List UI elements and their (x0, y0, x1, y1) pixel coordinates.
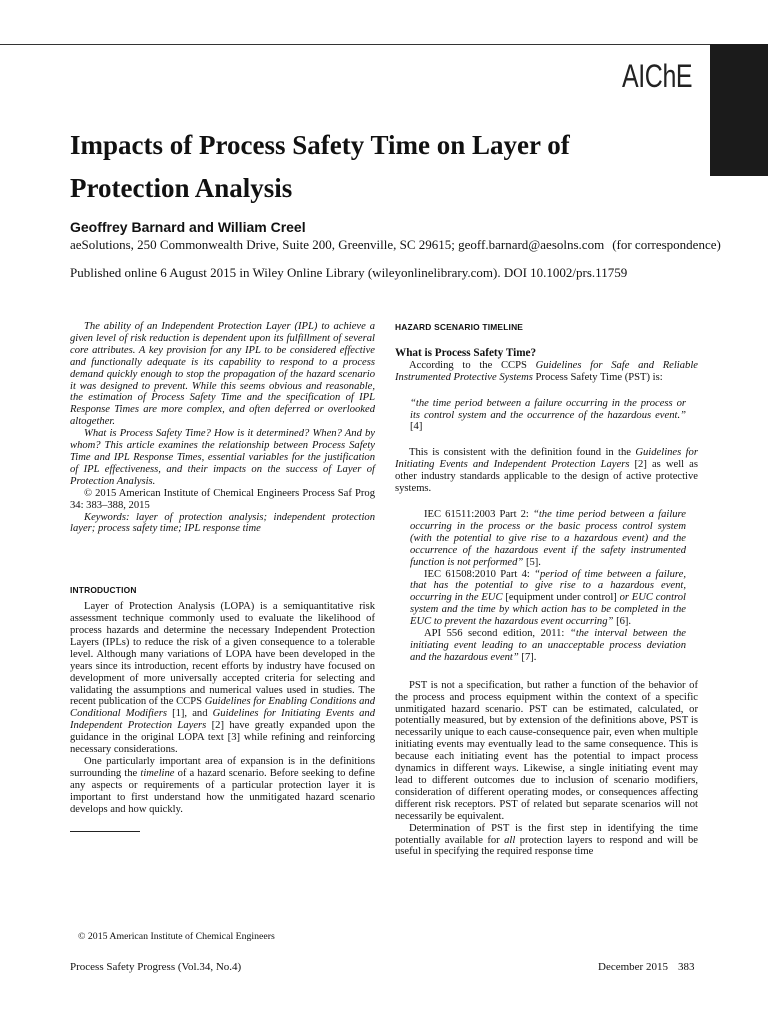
copyright-footnote: © 2015 American Institute of Chemical Engineers (78, 931, 275, 942)
article-title: Impacts of Process Safety Time on Layer of Protection Analysis (70, 130, 570, 203)
subheading-process-safety-time: What is Process Safety Time? (395, 346, 537, 359)
header-rule (0, 44, 710, 45)
hazard-paragraph-3: PST is not a specification, but rather a function of the behavior of the process and process equipment within the context of a specific unmitigated hazard scenario. PST can be estimated, calculated, or potentially measured, but by extension of the definitions above, PST is necessarily unique to each cause-consequence pair, even when multiple initiating events may eventually lead to the same consequence. This is because each initiating event has the potential to impact process dynamics in different ways. Likewise, a single initiating event may lead to different outcomes due to inclusion of scenario modifiers, consideration of different operating modes, or consequences affecting different risk receptors. PST of related but separate scenarios will not necessarily be equivalent. (395, 679, 698, 822)
hazard-paragraph-4: Determination of PST is the first step in identifying the time potentially available for all protection layers to respond and will be useful in specifying the required response time (395, 822, 698, 858)
abstract-paragraph-2: What is Process Safety Time? How is it determined? When? And by whom? This article examines the relationship between Process Safety Time and IPL Response Times, essential variables for the justification of IPL effectiveness, and their impacts on the success of Layer of Protection Analysis. (70, 428, 375, 487)
publication-info: Published online 6 August 2015 in Wiley Online Library (wileyonlinelibrary.com). DOI 10.1002/prs.11759 (70, 265, 628, 280)
page-number: 383 (677, 961, 695, 973)
section-heading-introduction: INTRODUCTION (70, 585, 137, 596)
api-556-definition: API 556 second edition, 2011: “the interval between the initiating event leading to an unacceptable process deviation and the hazardous event” [7]. (410, 628, 686, 663)
section-tab (710, 44, 768, 176)
section-heading-hazard-timeline: HAZARD SCENARIO TIMELINE (395, 322, 524, 332)
article-authors: Geoffrey Barnard and William Creel (70, 219, 306, 235)
intro-paragraph-1: Layer of Protection Analysis (LOPA) is a semiquantitative risk assessment technique commonly used to evaluate the likelihood of process hazards and determine the necessary Independent Protection Layers (IPLs) to reduce the risk of a given consequence to a tolerable level. Although many variations of LOPA have been developed in the years since its introduction, recent efforts by industry have focused on development of more universally accepted criteria for selecting and validating the assumptions and numerical values used in studies. The recent publication of the CCPS Guidelines for Enabling Conditions and Conditional Modifiers [1], and Guidelines for Initiating Events and Independent Protection Layers [2] have greatly expanded upon the guidance in the original LOPA text [3] while refining and reinforcing necessary considerations. (70, 601, 376, 756)
abstract-keywords: Keywords: layer of protection analysis; independent protection layer; process safety time; IPL response time (70, 511, 375, 535)
pst-definition-quote: “the time period between a failure occurring in the process or its control system and the occurrence of the hazardous event.” [4] (410, 397, 686, 433)
aiche-logo: AIChE (622, 58, 693, 94)
right-column (395, 322, 698, 858)
footnote-rule (70, 831, 140, 832)
correspondence-note: (for correspondence) (612, 237, 721, 252)
intro-paragraph-2: One particularly important area of expansion is in the definitions surrounding the timeline of a hazard scenario. Before seeking to define any aspects or requirements of a particular protection layer it is important to first understand how the unmitigated hazard scenario develops and how quickly. (70, 756, 375, 815)
standards-definitions (395, 509, 698, 664)
hazard-paragraph-1: According to the CCPS Guidelines for Safe and Reliable Instrumented Protective Systems Process Safety Time (PST) is: (395, 359, 698, 383)
left-column (70, 321, 375, 832)
footer-date-page (598, 961, 694, 973)
iec-61508-definition: IEC 61508:2010 Part 4: “period of time between a failure, that has the potential to give rise to a hazardous event, occurring in the EUC [equipment under control] or EUC control system and the time by which action has to be completed in the EUC to prevent the hazardous event occurring” [6]. (410, 568, 686, 628)
abstract (70, 321, 375, 535)
iec-61511-definition: IEC 61511:2003 Part 2: “the time period between a failure occurring in the process or the basic process control system (with the potential to give rise to a hazardous event) and the occurrence of the hazardous event if the safety instrumented function is not performed” [5]. (410, 508, 686, 568)
abstract-paragraph-1: The ability of an Independent Protection Layer (IPL) to achieve a given level of risk reduction is dependent upon its fulfillment of several core attributes. A key provision for any IPL to be considered effective and functionally adequate is its capability to respond to a process demand quickly enough to stop the propagation of the hazard scenario it was designed to prevent. While this seems obvious and reasonable, the estimation of Process Safety Time and the specification of IPL Response Times are more complex, and often deferred or overlooked altogether. (70, 321, 375, 428)
footer-date: December 2015 (598, 961, 668, 973)
affiliation-text: aeSolutions, 250 Commonwealth Drive, Suite 200, Greenville, SC 29615; geoff.barnard@aesolns.com (70, 237, 605, 252)
abstract-copyright: © 2015 American Institute of Chemical Engineers Process Saf Prog 34: 383–388, 2015 (70, 487, 375, 511)
hazard-paragraph-2: This is consistent with the definition found in the Guidelines for Initiating Events and Independent Protection Layers [2] as well as other industry standards applicable to the design of active protective systems. (395, 447, 698, 495)
author-affiliation (70, 237, 721, 253)
footer-journal: Process Safety Progress (Vol.34, No.4) (70, 961, 242, 973)
